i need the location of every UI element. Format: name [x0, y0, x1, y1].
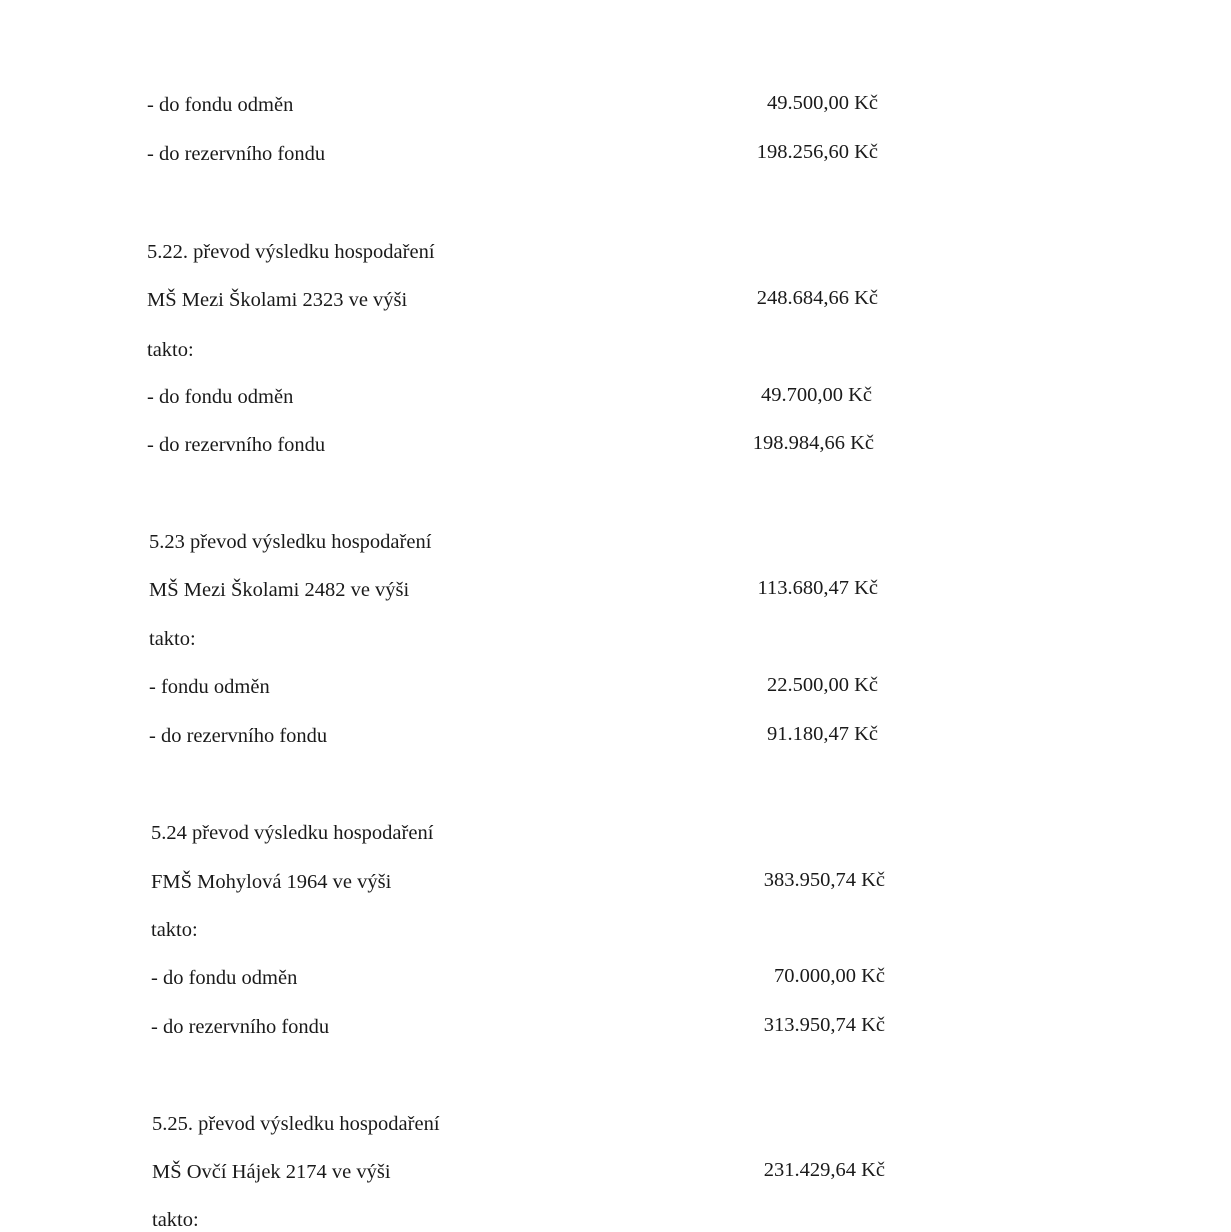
section-heading: 5.23 převod výsledku hospodaření [149, 531, 432, 553]
line-amount: 113.680,47 Kč [757, 577, 878, 599]
line-text: - fondu odměn [149, 676, 270, 698]
line-text: FMŠ Mohylová 1964 ve výši [151, 871, 392, 893]
line-text: takto: [152, 1209, 199, 1231]
line-amount: 231.429,64 Kč [763, 1159, 885, 1181]
line-text: takto: [149, 628, 196, 650]
section-heading: 5.24 převod výsledku hospodaření [151, 822, 434, 844]
line-amount: 49.500,00 Kč [766, 92, 878, 114]
line-text: - do rezervního fondu [151, 1016, 330, 1038]
line-amount: 383.950,74 Kč [763, 869, 885, 891]
line-amount: 49.700,00 Kč [760, 384, 872, 406]
line-amount: 198.984,66 Kč [752, 432, 874, 454]
line-text: takto: [147, 339, 194, 361]
line-amount: 70.000,00 Kč [773, 965, 885, 987]
section-heading: 5.25. převod výsledku hospodaření [152, 1113, 440, 1135]
line-text: - do rezervního fondu [149, 725, 328, 747]
line-text: MŠ Ovčí Hájek 2174 ve výši [152, 1161, 391, 1183]
line-text: - do fondu odměn [151, 967, 298, 989]
line-amount: 91.180,47 Kč [766, 723, 878, 745]
line-text: - do rezervního fondu [147, 434, 326, 456]
line-amount: 22.500,00 Kč [766, 674, 878, 696]
line-amount: 198.256,60 Kč [756, 141, 878, 163]
line-text: - do rezervního fondu [147, 143, 326, 165]
section-heading: 5.22. převod výsledku hospodaření [147, 241, 435, 263]
line-text: takto: [151, 919, 198, 941]
line-text: - do fondu odměn [147, 386, 294, 408]
line-text: MŠ Mezi Školami 2482 ve výši [149, 579, 410, 601]
line-amount: 248.684,66 Kč [756, 287, 878, 309]
line-amount: 313.950,74 Kč [763, 1014, 885, 1036]
line-text: MŠ Mezi Školami 2323 ve výši [147, 289, 408, 311]
line-text: - do fondu odměn [147, 94, 294, 116]
